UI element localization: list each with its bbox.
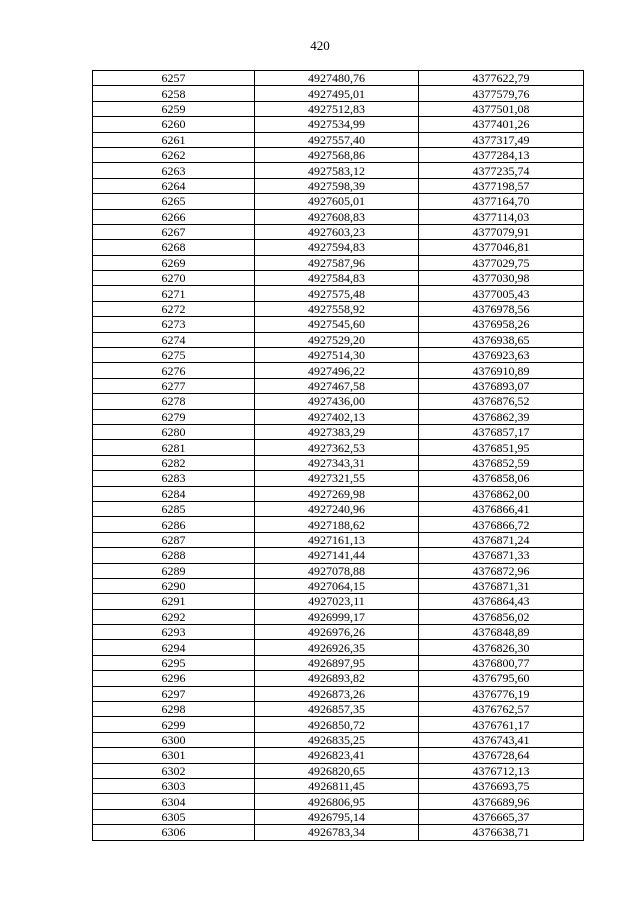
table-row bbox=[93, 825, 584, 840]
y-coordinate-cell: 4377029,75 bbox=[419, 255, 584, 270]
point-number-cell: 6305 bbox=[93, 809, 255, 824]
y-coordinate-cell: 4376858,06 bbox=[419, 471, 584, 486]
point-number-cell: 6295 bbox=[93, 655, 255, 670]
table-row bbox=[93, 794, 584, 809]
point-number-cell: 6275 bbox=[93, 348, 255, 363]
point-number-cell: 6265 bbox=[93, 194, 255, 209]
point-number-cell: 6285 bbox=[93, 501, 255, 516]
x-coordinate-cell: 4927362,53 bbox=[255, 440, 419, 455]
x-coordinate-cell: 4927584,83 bbox=[255, 271, 419, 286]
x-coordinate-cell: 4926795,14 bbox=[255, 809, 419, 824]
y-coordinate-cell: 4376856,02 bbox=[419, 609, 584, 624]
point-number-cell: 6284 bbox=[93, 486, 255, 501]
point-number-cell: 6257 bbox=[93, 71, 255, 86]
y-coordinate-cell: 4377198,57 bbox=[419, 178, 584, 193]
point-number-cell: 6288 bbox=[93, 548, 255, 563]
table-row bbox=[93, 748, 584, 763]
table-row bbox=[93, 194, 584, 209]
point-number-cell: 6281 bbox=[93, 440, 255, 455]
table-row bbox=[93, 409, 584, 424]
y-coordinate-cell: 4377284,13 bbox=[419, 147, 584, 162]
x-coordinate-cell: 4927557,40 bbox=[255, 132, 419, 147]
y-coordinate-cell: 4376862,39 bbox=[419, 409, 584, 424]
x-coordinate-cell: 4927594,83 bbox=[255, 240, 419, 255]
point-number-cell: 6300 bbox=[93, 732, 255, 747]
y-coordinate-cell: 4376958,26 bbox=[419, 317, 584, 332]
x-coordinate-cell: 4926999,17 bbox=[255, 609, 419, 624]
x-coordinate-cell: 4927141,44 bbox=[255, 548, 419, 563]
coordinates-table bbox=[92, 70, 584, 841]
table-row bbox=[93, 332, 584, 347]
point-number-cell: 6306 bbox=[93, 825, 255, 840]
x-coordinate-cell: 4926873,26 bbox=[255, 686, 419, 701]
table-row bbox=[93, 517, 584, 532]
table-row bbox=[93, 209, 584, 224]
y-coordinate-cell: 4376872,96 bbox=[419, 563, 584, 578]
x-coordinate-cell: 4926857,35 bbox=[255, 702, 419, 717]
point-number-cell: 6279 bbox=[93, 409, 255, 424]
table-row bbox=[93, 486, 584, 501]
y-coordinate-cell: 4377235,74 bbox=[419, 163, 584, 178]
x-coordinate-cell: 4926850,72 bbox=[255, 717, 419, 732]
table-row bbox=[93, 763, 584, 778]
table-row bbox=[93, 71, 584, 86]
table-row bbox=[93, 594, 584, 609]
point-number-cell: 6296 bbox=[93, 671, 255, 686]
x-coordinate-cell: 4927587,96 bbox=[255, 255, 419, 270]
point-number-cell: 6269 bbox=[93, 255, 255, 270]
y-coordinate-cell: 4376893,07 bbox=[419, 378, 584, 393]
table-row bbox=[93, 317, 584, 332]
x-coordinate-cell: 4927240,96 bbox=[255, 501, 419, 516]
point-number-cell: 6290 bbox=[93, 578, 255, 593]
y-coordinate-cell: 4376852,59 bbox=[419, 455, 584, 470]
table-row bbox=[93, 363, 584, 378]
y-coordinate-cell: 4376712,13 bbox=[419, 763, 584, 778]
y-coordinate-cell: 4376800,77 bbox=[419, 655, 584, 670]
y-coordinate-cell: 4376862,00 bbox=[419, 486, 584, 501]
x-coordinate-cell: 4927496,22 bbox=[255, 363, 419, 378]
x-coordinate-cell: 4927603,23 bbox=[255, 224, 419, 239]
table-row bbox=[93, 117, 584, 132]
x-coordinate-cell: 4926783,34 bbox=[255, 825, 419, 840]
x-coordinate-cell: 4927078,88 bbox=[255, 563, 419, 578]
x-coordinate-cell: 4927161,13 bbox=[255, 532, 419, 547]
table-row bbox=[93, 563, 584, 578]
table-row bbox=[93, 548, 584, 563]
y-coordinate-cell: 4377579,76 bbox=[419, 86, 584, 101]
x-coordinate-cell: 4927343,31 bbox=[255, 455, 419, 470]
point-number-cell: 6277 bbox=[93, 378, 255, 393]
x-coordinate-cell: 4926811,45 bbox=[255, 778, 419, 793]
point-number-cell: 6267 bbox=[93, 224, 255, 239]
y-coordinate-cell: 4376743,41 bbox=[419, 732, 584, 747]
point-number-cell: 6262 bbox=[93, 147, 255, 162]
x-coordinate-cell: 4926820,65 bbox=[255, 763, 419, 778]
y-coordinate-cell: 4376693,75 bbox=[419, 778, 584, 793]
x-coordinate-cell: 4926897,95 bbox=[255, 655, 419, 670]
x-coordinate-cell: 4927321,55 bbox=[255, 471, 419, 486]
table-row bbox=[93, 809, 584, 824]
coordinates-table-body bbox=[93, 71, 584, 841]
table-row bbox=[93, 348, 584, 363]
x-coordinate-cell: 4926976,26 bbox=[255, 625, 419, 640]
point-number-cell: 6272 bbox=[93, 301, 255, 316]
x-coordinate-cell: 4927512,83 bbox=[255, 101, 419, 116]
table-row bbox=[93, 532, 584, 547]
table-row bbox=[93, 501, 584, 516]
point-number-cell: 6270 bbox=[93, 271, 255, 286]
page-number: 420 bbox=[310, 38, 330, 53]
table-row bbox=[93, 471, 584, 486]
point-number-cell: 6273 bbox=[93, 317, 255, 332]
y-coordinate-cell: 4376910,89 bbox=[419, 363, 584, 378]
x-coordinate-cell: 4927495,01 bbox=[255, 86, 419, 101]
point-number-cell: 6276 bbox=[93, 363, 255, 378]
x-coordinate-cell: 4927558,92 bbox=[255, 301, 419, 316]
y-coordinate-cell: 4376866,41 bbox=[419, 501, 584, 516]
x-coordinate-cell: 4926823,41 bbox=[255, 748, 419, 763]
point-number-cell: 6286 bbox=[93, 517, 255, 532]
table-row bbox=[93, 455, 584, 470]
y-coordinate-cell: 4376871,31 bbox=[419, 578, 584, 593]
x-coordinate-cell: 4927575,48 bbox=[255, 286, 419, 301]
table-row bbox=[93, 147, 584, 162]
x-coordinate-cell: 4927568,86 bbox=[255, 147, 419, 162]
point-number-cell: 6303 bbox=[93, 778, 255, 793]
table-row bbox=[93, 732, 584, 747]
x-coordinate-cell: 4927480,76 bbox=[255, 71, 419, 86]
point-number-cell: 6287 bbox=[93, 532, 255, 547]
table-row bbox=[93, 625, 584, 640]
point-number-cell: 6299 bbox=[93, 717, 255, 732]
table-row bbox=[93, 609, 584, 624]
y-coordinate-cell: 4376665,37 bbox=[419, 809, 584, 824]
table-row bbox=[93, 578, 584, 593]
table-row bbox=[93, 394, 584, 409]
y-coordinate-cell: 4376728,64 bbox=[419, 748, 584, 763]
y-coordinate-cell: 4377046,81 bbox=[419, 240, 584, 255]
point-number-cell: 6302 bbox=[93, 763, 255, 778]
point-number-cell: 6298 bbox=[93, 702, 255, 717]
point-number-cell: 6304 bbox=[93, 794, 255, 809]
x-coordinate-cell: 4927529,20 bbox=[255, 332, 419, 347]
table-row bbox=[93, 778, 584, 793]
y-coordinate-cell: 4376795,60 bbox=[419, 671, 584, 686]
point-number-cell: 6294 bbox=[93, 640, 255, 655]
y-coordinate-cell: 4376776,19 bbox=[419, 686, 584, 701]
x-coordinate-cell: 4927402,13 bbox=[255, 409, 419, 424]
y-coordinate-cell: 4376876,52 bbox=[419, 394, 584, 409]
point-number-cell: 6301 bbox=[93, 748, 255, 763]
point-number-cell: 6297 bbox=[93, 686, 255, 701]
y-coordinate-cell: 4377005,43 bbox=[419, 286, 584, 301]
table-row bbox=[93, 86, 584, 101]
point-number-cell: 6282 bbox=[93, 455, 255, 470]
table-row bbox=[93, 255, 584, 270]
x-coordinate-cell: 4927583,12 bbox=[255, 163, 419, 178]
y-coordinate-cell: 4376866,72 bbox=[419, 517, 584, 532]
y-coordinate-cell: 4377317,49 bbox=[419, 132, 584, 147]
table-row bbox=[93, 717, 584, 732]
x-coordinate-cell: 4926893,82 bbox=[255, 671, 419, 686]
table-row bbox=[93, 178, 584, 193]
x-coordinate-cell: 4926835,25 bbox=[255, 732, 419, 747]
point-number-cell: 6292 bbox=[93, 609, 255, 624]
table-row bbox=[93, 132, 584, 147]
table-row bbox=[93, 240, 584, 255]
table-row bbox=[93, 671, 584, 686]
x-coordinate-cell: 4927514,30 bbox=[255, 348, 419, 363]
y-coordinate-cell: 4377164,70 bbox=[419, 194, 584, 209]
y-coordinate-cell: 4377622,79 bbox=[419, 71, 584, 86]
point-number-cell: 6266 bbox=[93, 209, 255, 224]
x-coordinate-cell: 4927023,11 bbox=[255, 594, 419, 609]
table-row bbox=[93, 224, 584, 239]
x-coordinate-cell: 4926806,95 bbox=[255, 794, 419, 809]
x-coordinate-cell: 4927269,98 bbox=[255, 486, 419, 501]
point-number-cell: 6268 bbox=[93, 240, 255, 255]
x-coordinate-cell: 4926926,35 bbox=[255, 640, 419, 655]
point-number-cell: 6264 bbox=[93, 178, 255, 193]
table-row bbox=[93, 655, 584, 670]
point-number-cell: 6293 bbox=[93, 625, 255, 640]
x-coordinate-cell: 4927598,39 bbox=[255, 178, 419, 193]
y-coordinate-cell: 4376851,95 bbox=[419, 440, 584, 455]
y-coordinate-cell: 4377501,08 bbox=[419, 101, 584, 116]
y-coordinate-cell: 4376871,33 bbox=[419, 548, 584, 563]
y-coordinate-cell: 4376923,63 bbox=[419, 348, 584, 363]
table-row bbox=[93, 686, 584, 701]
point-number-cell: 6274 bbox=[93, 332, 255, 347]
y-coordinate-cell: 4377401,26 bbox=[419, 117, 584, 132]
point-number-cell: 6271 bbox=[93, 286, 255, 301]
table-row bbox=[93, 440, 584, 455]
y-coordinate-cell: 4377114,03 bbox=[419, 209, 584, 224]
x-coordinate-cell: 4927383,29 bbox=[255, 424, 419, 439]
y-coordinate-cell: 4376848,89 bbox=[419, 625, 584, 640]
table-row bbox=[93, 640, 584, 655]
x-coordinate-cell: 4927534,99 bbox=[255, 117, 419, 132]
y-coordinate-cell: 4376826,30 bbox=[419, 640, 584, 655]
y-coordinate-cell: 4376638,71 bbox=[419, 825, 584, 840]
table-row bbox=[93, 378, 584, 393]
y-coordinate-cell: 4377079,91 bbox=[419, 224, 584, 239]
x-coordinate-cell: 4927436,00 bbox=[255, 394, 419, 409]
table-row bbox=[93, 424, 584, 439]
y-coordinate-cell: 4376761,17 bbox=[419, 717, 584, 732]
point-number-cell: 6259 bbox=[93, 101, 255, 116]
table-row bbox=[93, 101, 584, 116]
point-number-cell: 6263 bbox=[93, 163, 255, 178]
x-coordinate-cell: 4927188,62 bbox=[255, 517, 419, 532]
x-coordinate-cell: 4927608,83 bbox=[255, 209, 419, 224]
table-row bbox=[93, 163, 584, 178]
table-row bbox=[93, 301, 584, 316]
point-number-cell: 6289 bbox=[93, 563, 255, 578]
y-coordinate-cell: 4376978,56 bbox=[419, 301, 584, 316]
table-row bbox=[93, 271, 584, 286]
table-row bbox=[93, 286, 584, 301]
point-number-cell: 6260 bbox=[93, 117, 255, 132]
point-number-cell: 6278 bbox=[93, 394, 255, 409]
x-coordinate-cell: 4927467,58 bbox=[255, 378, 419, 393]
x-coordinate-cell: 4927064,15 bbox=[255, 578, 419, 593]
point-number-cell: 6291 bbox=[93, 594, 255, 609]
y-coordinate-cell: 4376864,43 bbox=[419, 594, 584, 609]
y-coordinate-cell: 4376938,65 bbox=[419, 332, 584, 347]
y-coordinate-cell: 4376871,24 bbox=[419, 532, 584, 547]
y-coordinate-cell: 4376689,96 bbox=[419, 794, 584, 809]
point-number-cell: 6258 bbox=[93, 86, 255, 101]
x-coordinate-cell: 4927545,60 bbox=[255, 317, 419, 332]
y-coordinate-cell: 4376762,57 bbox=[419, 702, 584, 717]
x-coordinate-cell: 4927605,01 bbox=[255, 194, 419, 209]
table-row bbox=[93, 702, 584, 717]
point-number-cell: 6280 bbox=[93, 424, 255, 439]
point-number-cell: 6283 bbox=[93, 471, 255, 486]
point-number-cell: 6261 bbox=[93, 132, 255, 147]
y-coordinate-cell: 4376857,17 bbox=[419, 424, 584, 439]
y-coordinate-cell: 4377030,98 bbox=[419, 271, 584, 286]
